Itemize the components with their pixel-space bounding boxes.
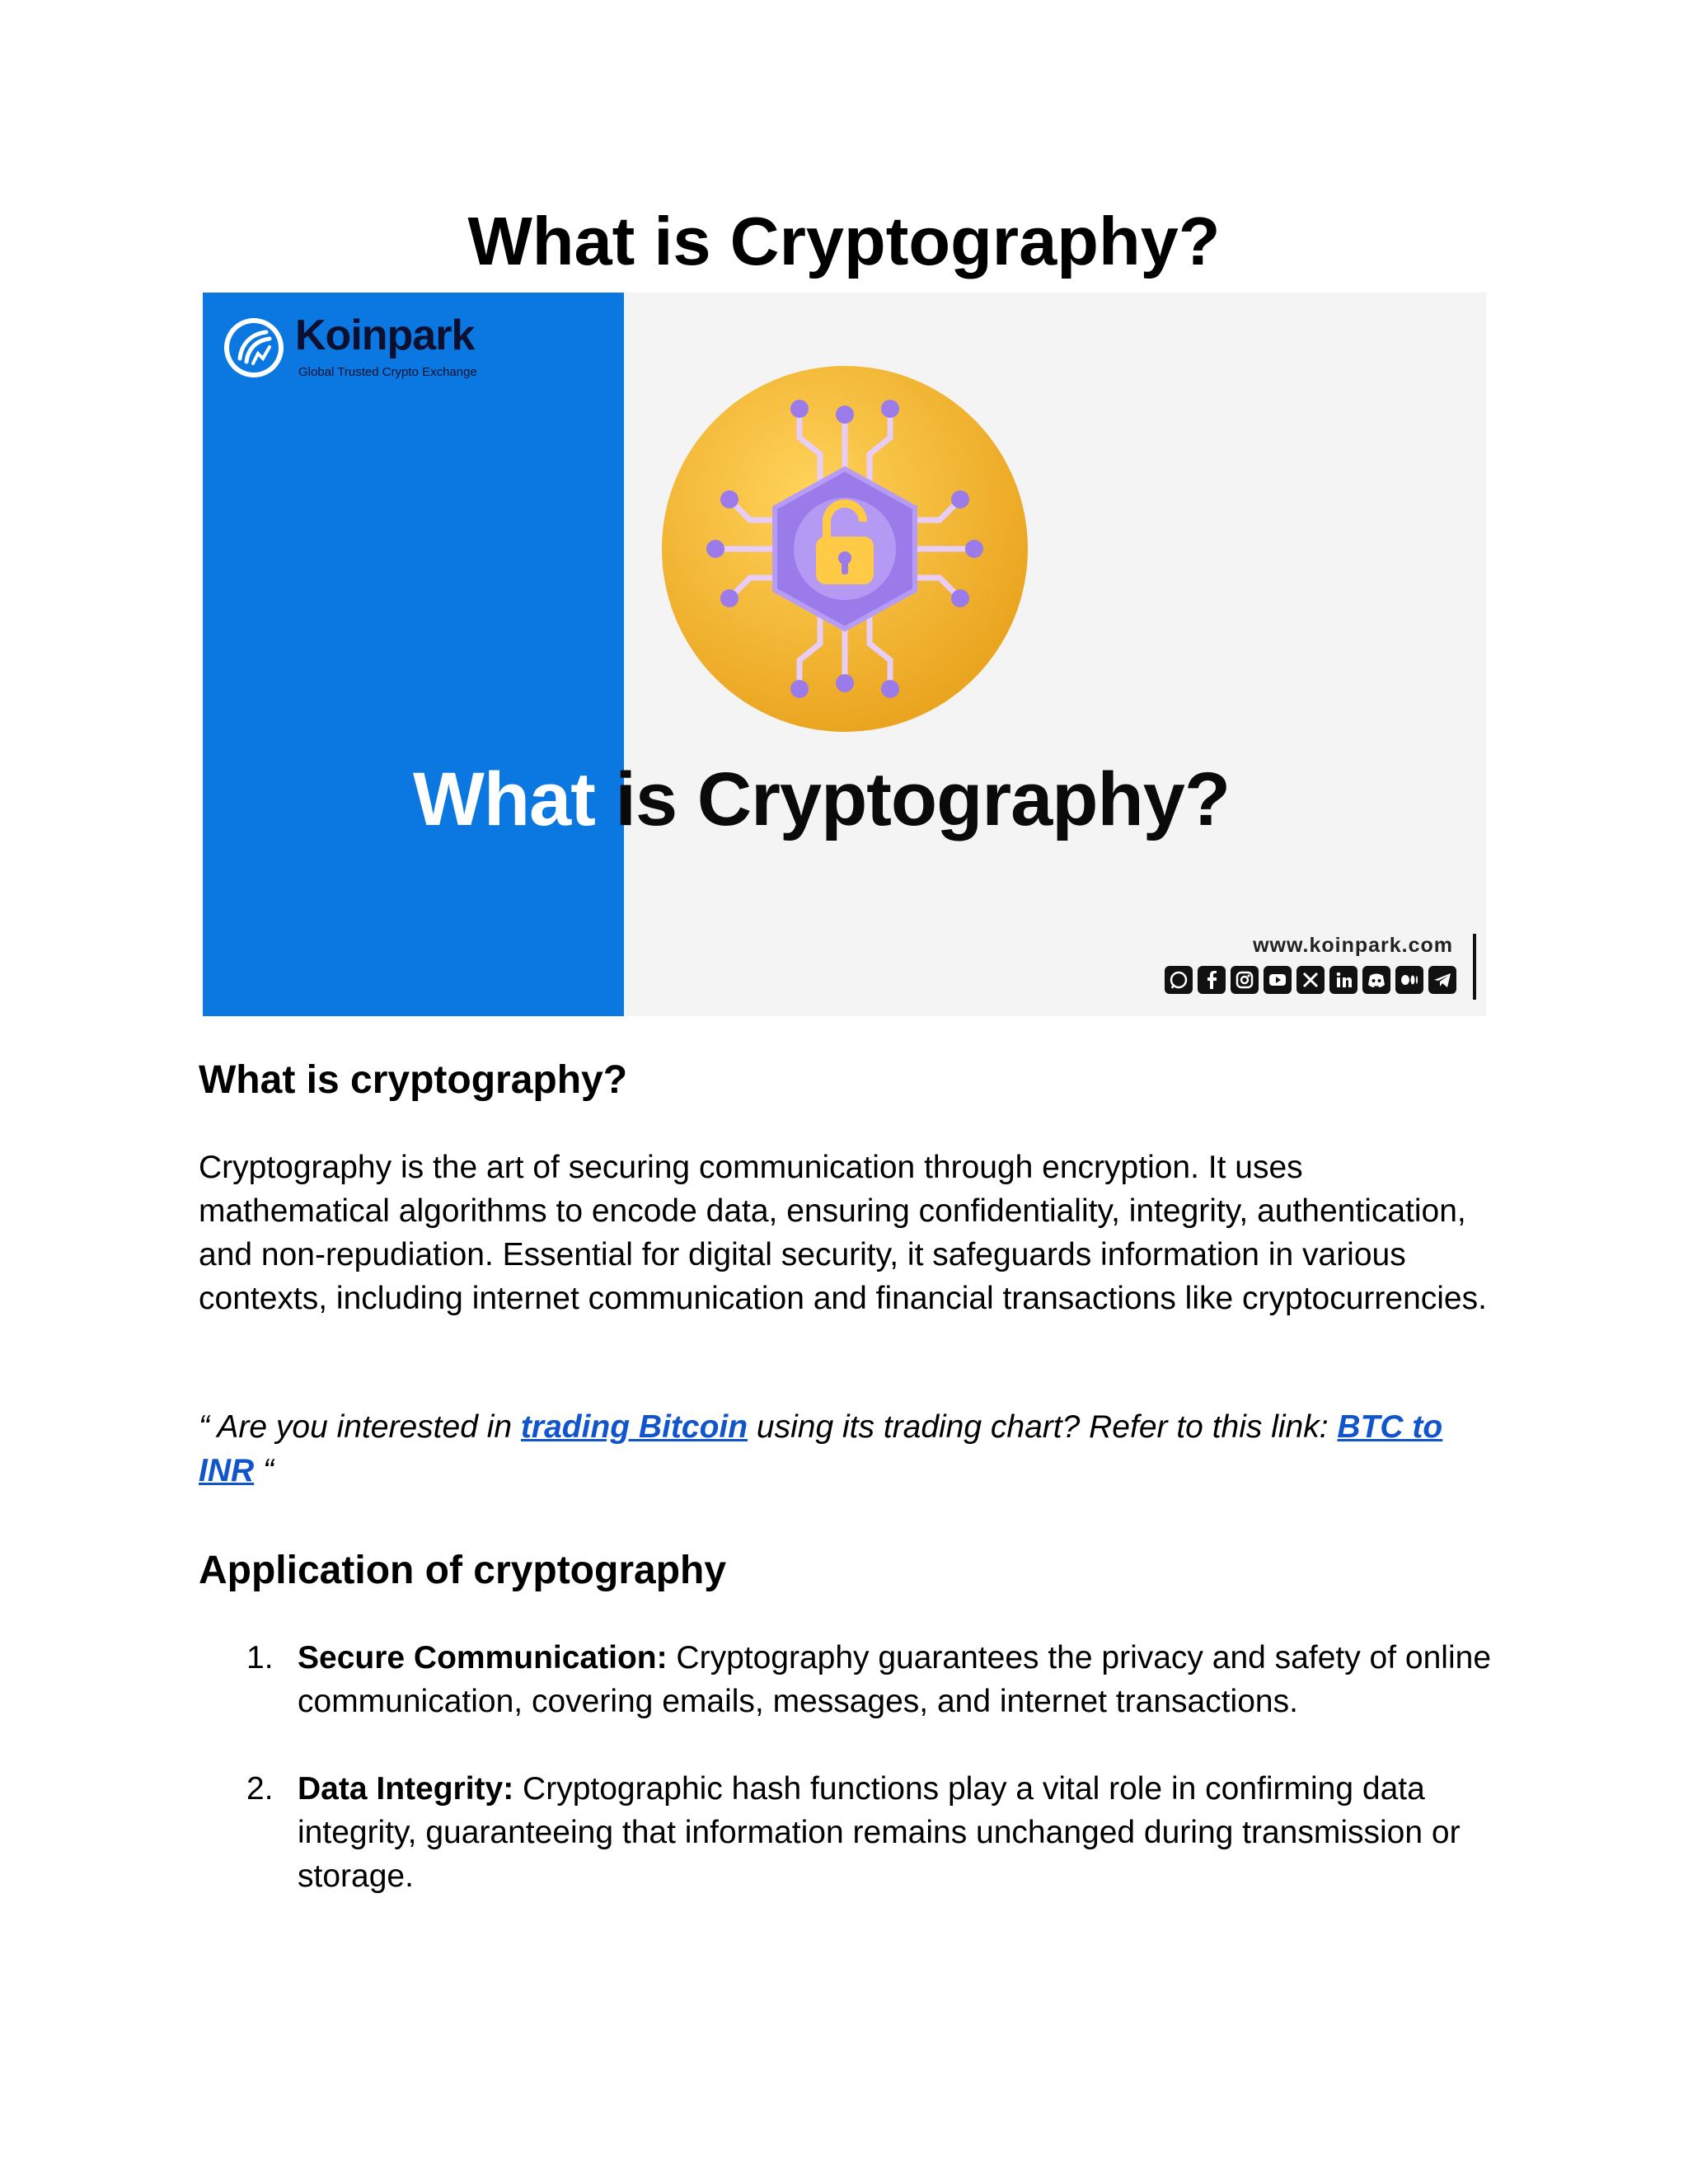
section-heading-application: Application of cryptography — [199, 1549, 727, 1592]
banner-divider — [1473, 934, 1476, 1000]
medium-icon — [1395, 966, 1423, 994]
brand-name: Koinpark — [295, 312, 475, 359]
whatsapp-icon — [1165, 966, 1193, 994]
list-item-number: 2. — [246, 1771, 274, 1807]
btc-to-inr-link[interactable]: BTC to INR — [199, 1409, 1443, 1488]
list-item-number: 1. — [246, 1640, 274, 1675]
page-title: What is Cryptography? — [467, 203, 1221, 279]
telegram-icon — [1428, 966, 1456, 994]
crypto-lock-coin-illustration — [659, 363, 1030, 734]
quote-close-text: “ — [254, 1453, 274, 1488]
list-item-term: Data Integrity: — [298, 1771, 514, 1807]
quote-middle-text: using its trading chart? Refer to this link: — [748, 1409, 1338, 1445]
banner-heading — [413, 750, 1230, 849]
hero-banner-image — [203, 293, 1486, 1016]
youtube-icon — [1264, 966, 1292, 994]
discord-icon — [1362, 966, 1390, 994]
banner-heading-white-part: What — [413, 757, 595, 841]
trading-quote — [199, 1405, 1501, 1493]
banner-blue-panel — [203, 293, 624, 1016]
brand-tagline: Global Trusted Crypto Exchange — [298, 365, 477, 379]
trading-bitcoin-link[interactable]: trading Bitcoin — [520, 1409, 748, 1445]
list-item-text: Cryptography guarantees the privacy and safety of online communication, covering emails, messages, and internet transactions. — [298, 1640, 1492, 1719]
list-item-term: Secure Communication: — [298, 1640, 668, 1675]
banner-heading-black-part: is Cryptography? — [615, 757, 1231, 841]
x-icon — [1296, 966, 1325, 994]
website-url: www.koinpark.com — [1253, 934, 1453, 957]
linkedin-icon — [1329, 966, 1357, 994]
list-item-body — [298, 1767, 1501, 1898]
list-item-text: Cryptographic hash functions play a vital role in confirming data integrity, guaranteeing that information remains unchanged during transmission or storage. — [298, 1771, 1461, 1894]
instagram-icon — [1231, 966, 1259, 994]
section-heading-what-is-cryptography: What is cryptography? — [199, 1058, 628, 1102]
quote-open-text: “ Are you interested in — [199, 1409, 521, 1445]
facebook-icon — [1198, 966, 1226, 994]
cryptography-description: Cryptography is the art of securing communication through encryption. It uses mathematical algorithms to encode data, ensuring confidentiality, integrity, authentication, and non-repudiation. Essential for digital security, it safeguards information in various contexts, including internet communication and financial transactions like cryptocurrencies. — [199, 1150, 1487, 1316]
list-item-body — [298, 1636, 1501, 1723]
koinpark-logo-icon — [222, 316, 286, 380]
social-icons-row — [1165, 966, 1456, 994]
